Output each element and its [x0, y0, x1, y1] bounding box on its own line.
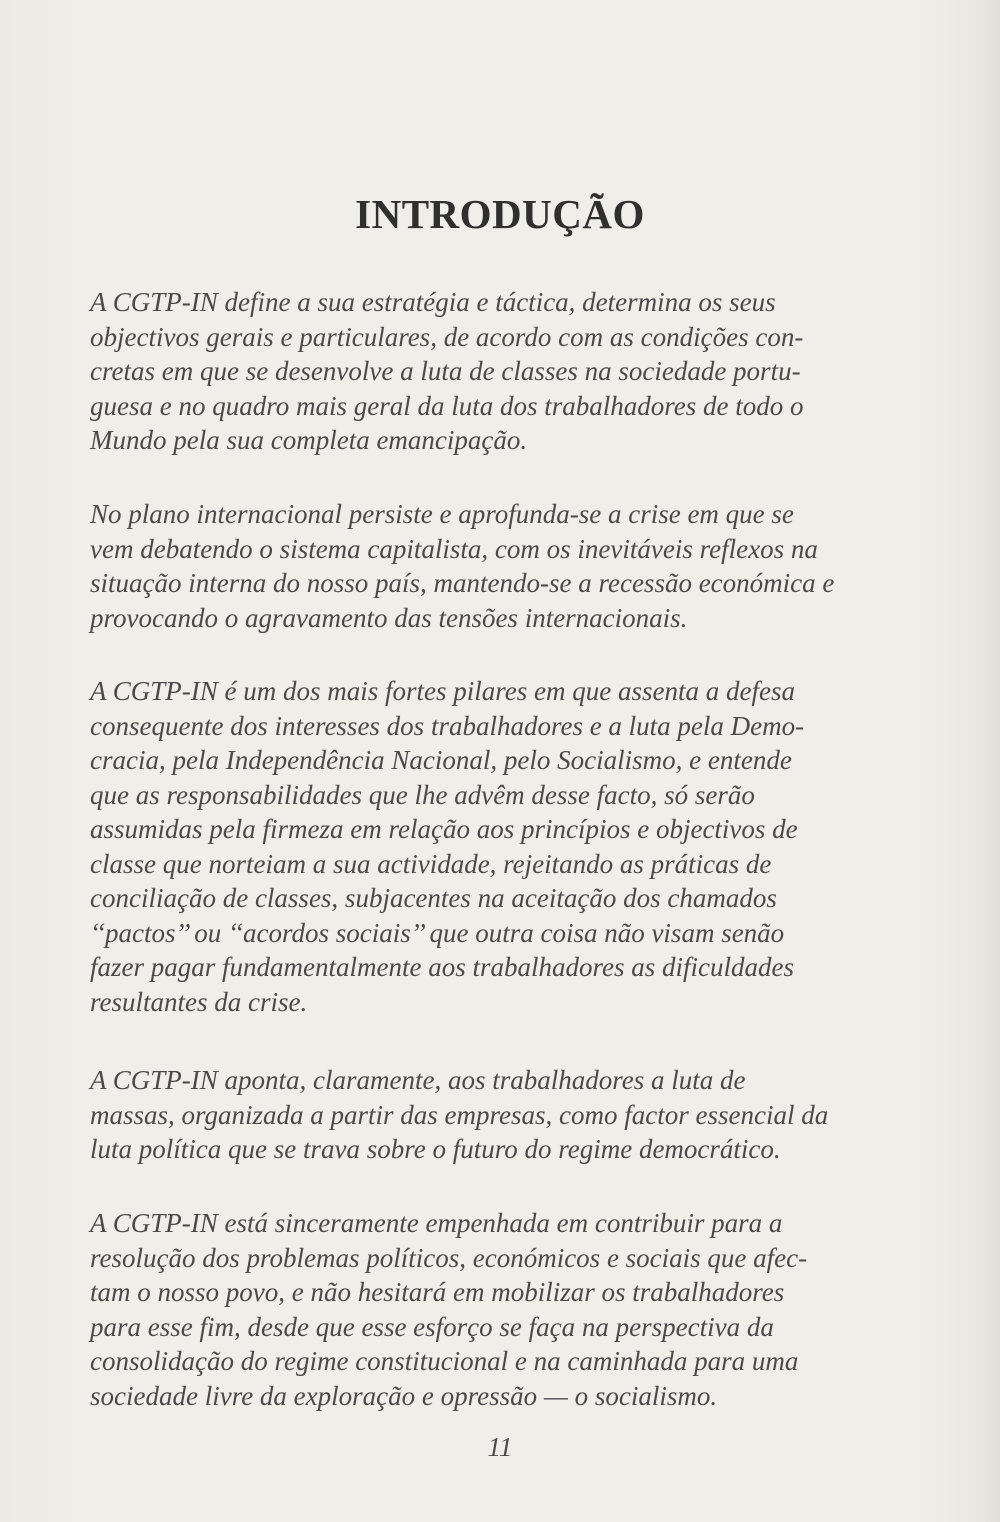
- page-title: INTRODUÇÃO: [355, 191, 645, 237]
- paragraph-4: A CGTP-IN aponta, claramente, aos trabalhadores a luta de massas, organizada a partir das empresas, como factor essencial da luta política que se trava sobre o futuro do regime democrático.: [90, 1065, 829, 1164]
- page-number: 11: [487, 1432, 513, 1462]
- paragraph-1: A CGTP-IN define a sua estratégia e táctica, determina os seus objectivos gerais e particulares, de acordo com as condições con- cretas em que se desenvolve a luta de classes na sociedade portu- guesa e no quadro mais geral da luta dos trabalhadores de todo o Mundo pela sua completa emancipação.: [90, 287, 804, 455]
- paragraph-5: A CGTP-IN está sinceramente empenhada em contribuir para a resolução dos problemas políticos, económicos e sociais que afec- tam o nosso povo, e não hesitará em mobilizar os trabalhadores para esse fim, desde que esse esforço se faça na perspectiva da consolidação do regime constitucional e na caminhada para uma sociedade livre da exploração e opressão — o socialismo.: [90, 1208, 808, 1411]
- paragraph-3: A CGTP-IN é um dos mais fortes pilares em que assenta a defesa consequente dos interesses dos trabalhadores e a luta pela Demo- cracia, pela Independência Nacional, pelo Socialismo, e entende que as responsabilidades que lhe advêm desse facto, só serão assumidas pela firmeza em relação aos princípios e objectivos de classe que norteiam a sua actividade, rejeitando as práticas de conciliação de classes, subjacentes na aceitação dos chamados ‘‘pactos’’ ou ‘‘acordos sociais’’ que outra coisa não visam senão fazer pagar fundamentalmente aos trabalhadores as dificuldades resultantes da crise.: [90, 676, 805, 1017]
- paragraph-2: No plano internacional persiste e aprofunda-se a crise em que se vem debatendo o sistema capitalista, com os inevitáveis reflexos na situação interna do nosso país, mantendo-se a recessão económica e provocando o agravamento das tensões internacionais.: [90, 499, 835, 633]
